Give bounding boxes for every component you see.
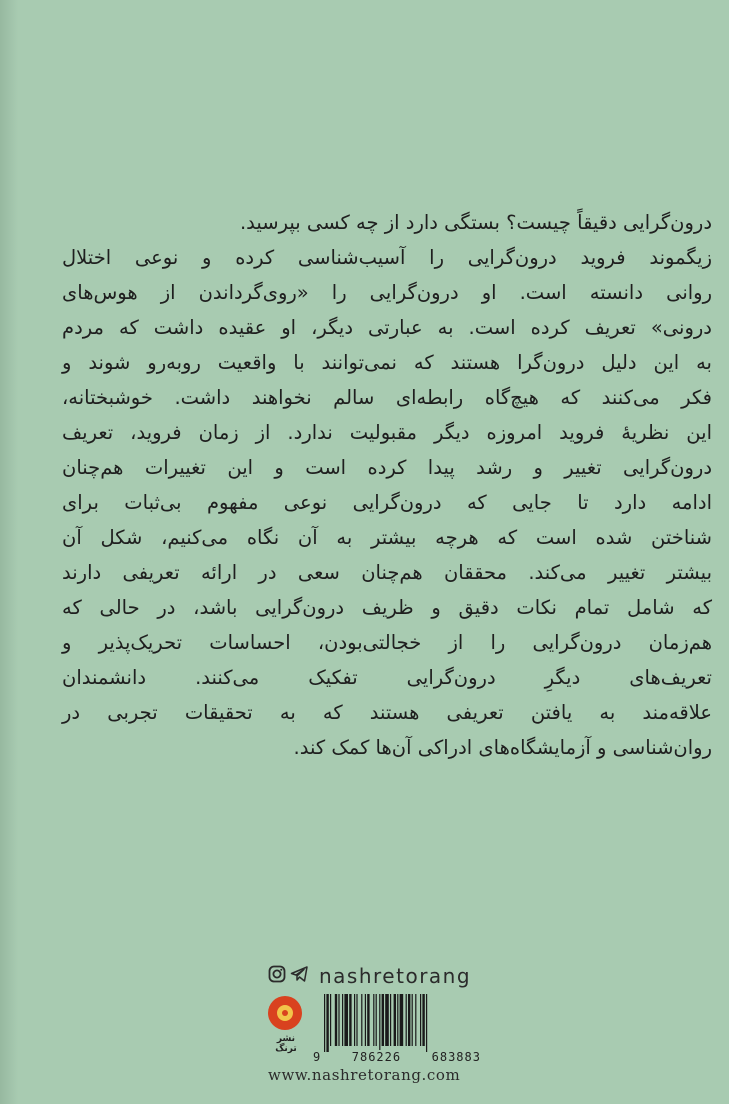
paragraph-line: علاقه‌مند به یافتن تعریفی هستند که به تحقیقات تجربی در [62, 701, 712, 724]
description-paragraph [62, 205, 712, 765]
paragraph-line: که شامل تمام نکات دقیق و ظریف درون‌گرایی باشد، در حالی که [62, 596, 712, 619]
barcode-bar [412, 994, 413, 1046]
barcode-bar [361, 994, 362, 1046]
barcode-bar [390, 994, 391, 1046]
paragraph-line: بیشتر تغییر می‌کند. محققان هم‌چنان سعی در ارائه تعریفی دارند [62, 561, 712, 584]
paragraph-line: ادامه دارد تا جایی که درون‌گرایی نوعی مفهوم بی‌ثبات برای [62, 491, 712, 514]
telegram-icon[interactable] [290, 965, 309, 987]
isbn-group-1: 786226 [351, 1050, 402, 1064]
barcode-bar [342, 994, 343, 1046]
paragraph-line: روان‌شناسی و آزمایشگاه‌های ادراکی آن‌ها کمک کند. [293, 736, 712, 759]
paragraph-line: این نظریهٔ فروید امروزه دیگر مقبولیت ندارد. از زمان فروید، تعریف [62, 421, 712, 444]
barcode-bar [349, 994, 351, 1046]
barcode-bar [422, 994, 424, 1046]
barcode-bar [376, 994, 377, 1046]
isbn-number [312, 1050, 482, 1064]
barcode-bar [385, 994, 389, 1046]
paragraph-line: درونی» تعریف کرده است. به عبارتی دیگر، او عقیده داشت که مردم [62, 316, 712, 339]
paragraph-line: درون‌گرایی دقیقاً چیست؟ بستگی دارد از چه کسی بپرسید. [239, 211, 712, 234]
instagram-icon[interactable] [268, 965, 286, 987]
barcode-bar [330, 994, 331, 1046]
paragraph-line: زیگموند فروید درون‌گرایی را آسیب‌شناسی کرده و نوعی اختلال [62, 246, 712, 269]
barcode-bar [394, 994, 396, 1046]
paragraph-line: تعریف‌های دیگرِ درون‌گرایی تفکیک می‌کنند. دانشمندان [62, 666, 712, 689]
barcode-bar [354, 994, 355, 1046]
barcode-bar [326, 994, 328, 1052]
website-url[interactable]: www.nashretorang.com [268, 1066, 461, 1084]
barcode-bar [335, 994, 337, 1046]
publisher-logo-text: نشر ترنگ [275, 1034, 297, 1054]
barcode-bar [344, 994, 348, 1046]
barcode-bar [400, 994, 404, 1046]
barcode-bar [382, 994, 384, 1046]
barcode-bar [420, 994, 421, 1046]
paragraph-line: درون‌گرایی تغییر و رشد پیدا کرده است و این تغییرات هم‌چنان [62, 456, 712, 479]
barcode-bar [324, 994, 325, 1052]
barcode-bars [316, 994, 476, 1054]
barcode-bar [356, 994, 357, 1046]
paragraph-line: شناختن شده است که هرچه بیشتر به آن نگاه می‌کنیم، شکل آن [62, 526, 712, 549]
barcode-bar [397, 994, 398, 1046]
barcode-bar [365, 994, 366, 1046]
isbn-prefix: 9 [313, 1050, 322, 1064]
social-handle-row [268, 962, 471, 990]
barcode-bar [379, 994, 380, 1052]
paragraph-line: فکر می‌کنند که هیچ‌گاه رابطه‌ای سالم نخواهند داشت. خوشبختانه، [62, 386, 712, 409]
barcode-bar [367, 994, 369, 1046]
paragraph-line: روانی دانسته است. او درون‌گرایی را «روی‌گرداندن از هوس‌های [62, 281, 712, 304]
barcode-bar [415, 994, 416, 1046]
barcode-bar [373, 994, 374, 1046]
social-handle: nashretorang [319, 964, 472, 988]
barcode-bar [426, 994, 427, 1052]
paragraph-line: هم‌زمان درون‌گرایی را از خجالتی‌بودن، احساسات تحریک‌پذیر و [62, 631, 712, 654]
spine-shadow [0, 0, 18, 1104]
isbn-group-2: 683883 [431, 1050, 481, 1064]
barcode-bar [338, 994, 339, 1046]
barcode-bar [408, 994, 410, 1046]
barcode-bar [406, 994, 407, 1046]
paragraph-line: به این دلیل درون‌گرا هستند که نمی‌توانند با واقعیت روبه‌رو شوند و [62, 351, 712, 374]
publisher-logo [268, 996, 304, 1068]
